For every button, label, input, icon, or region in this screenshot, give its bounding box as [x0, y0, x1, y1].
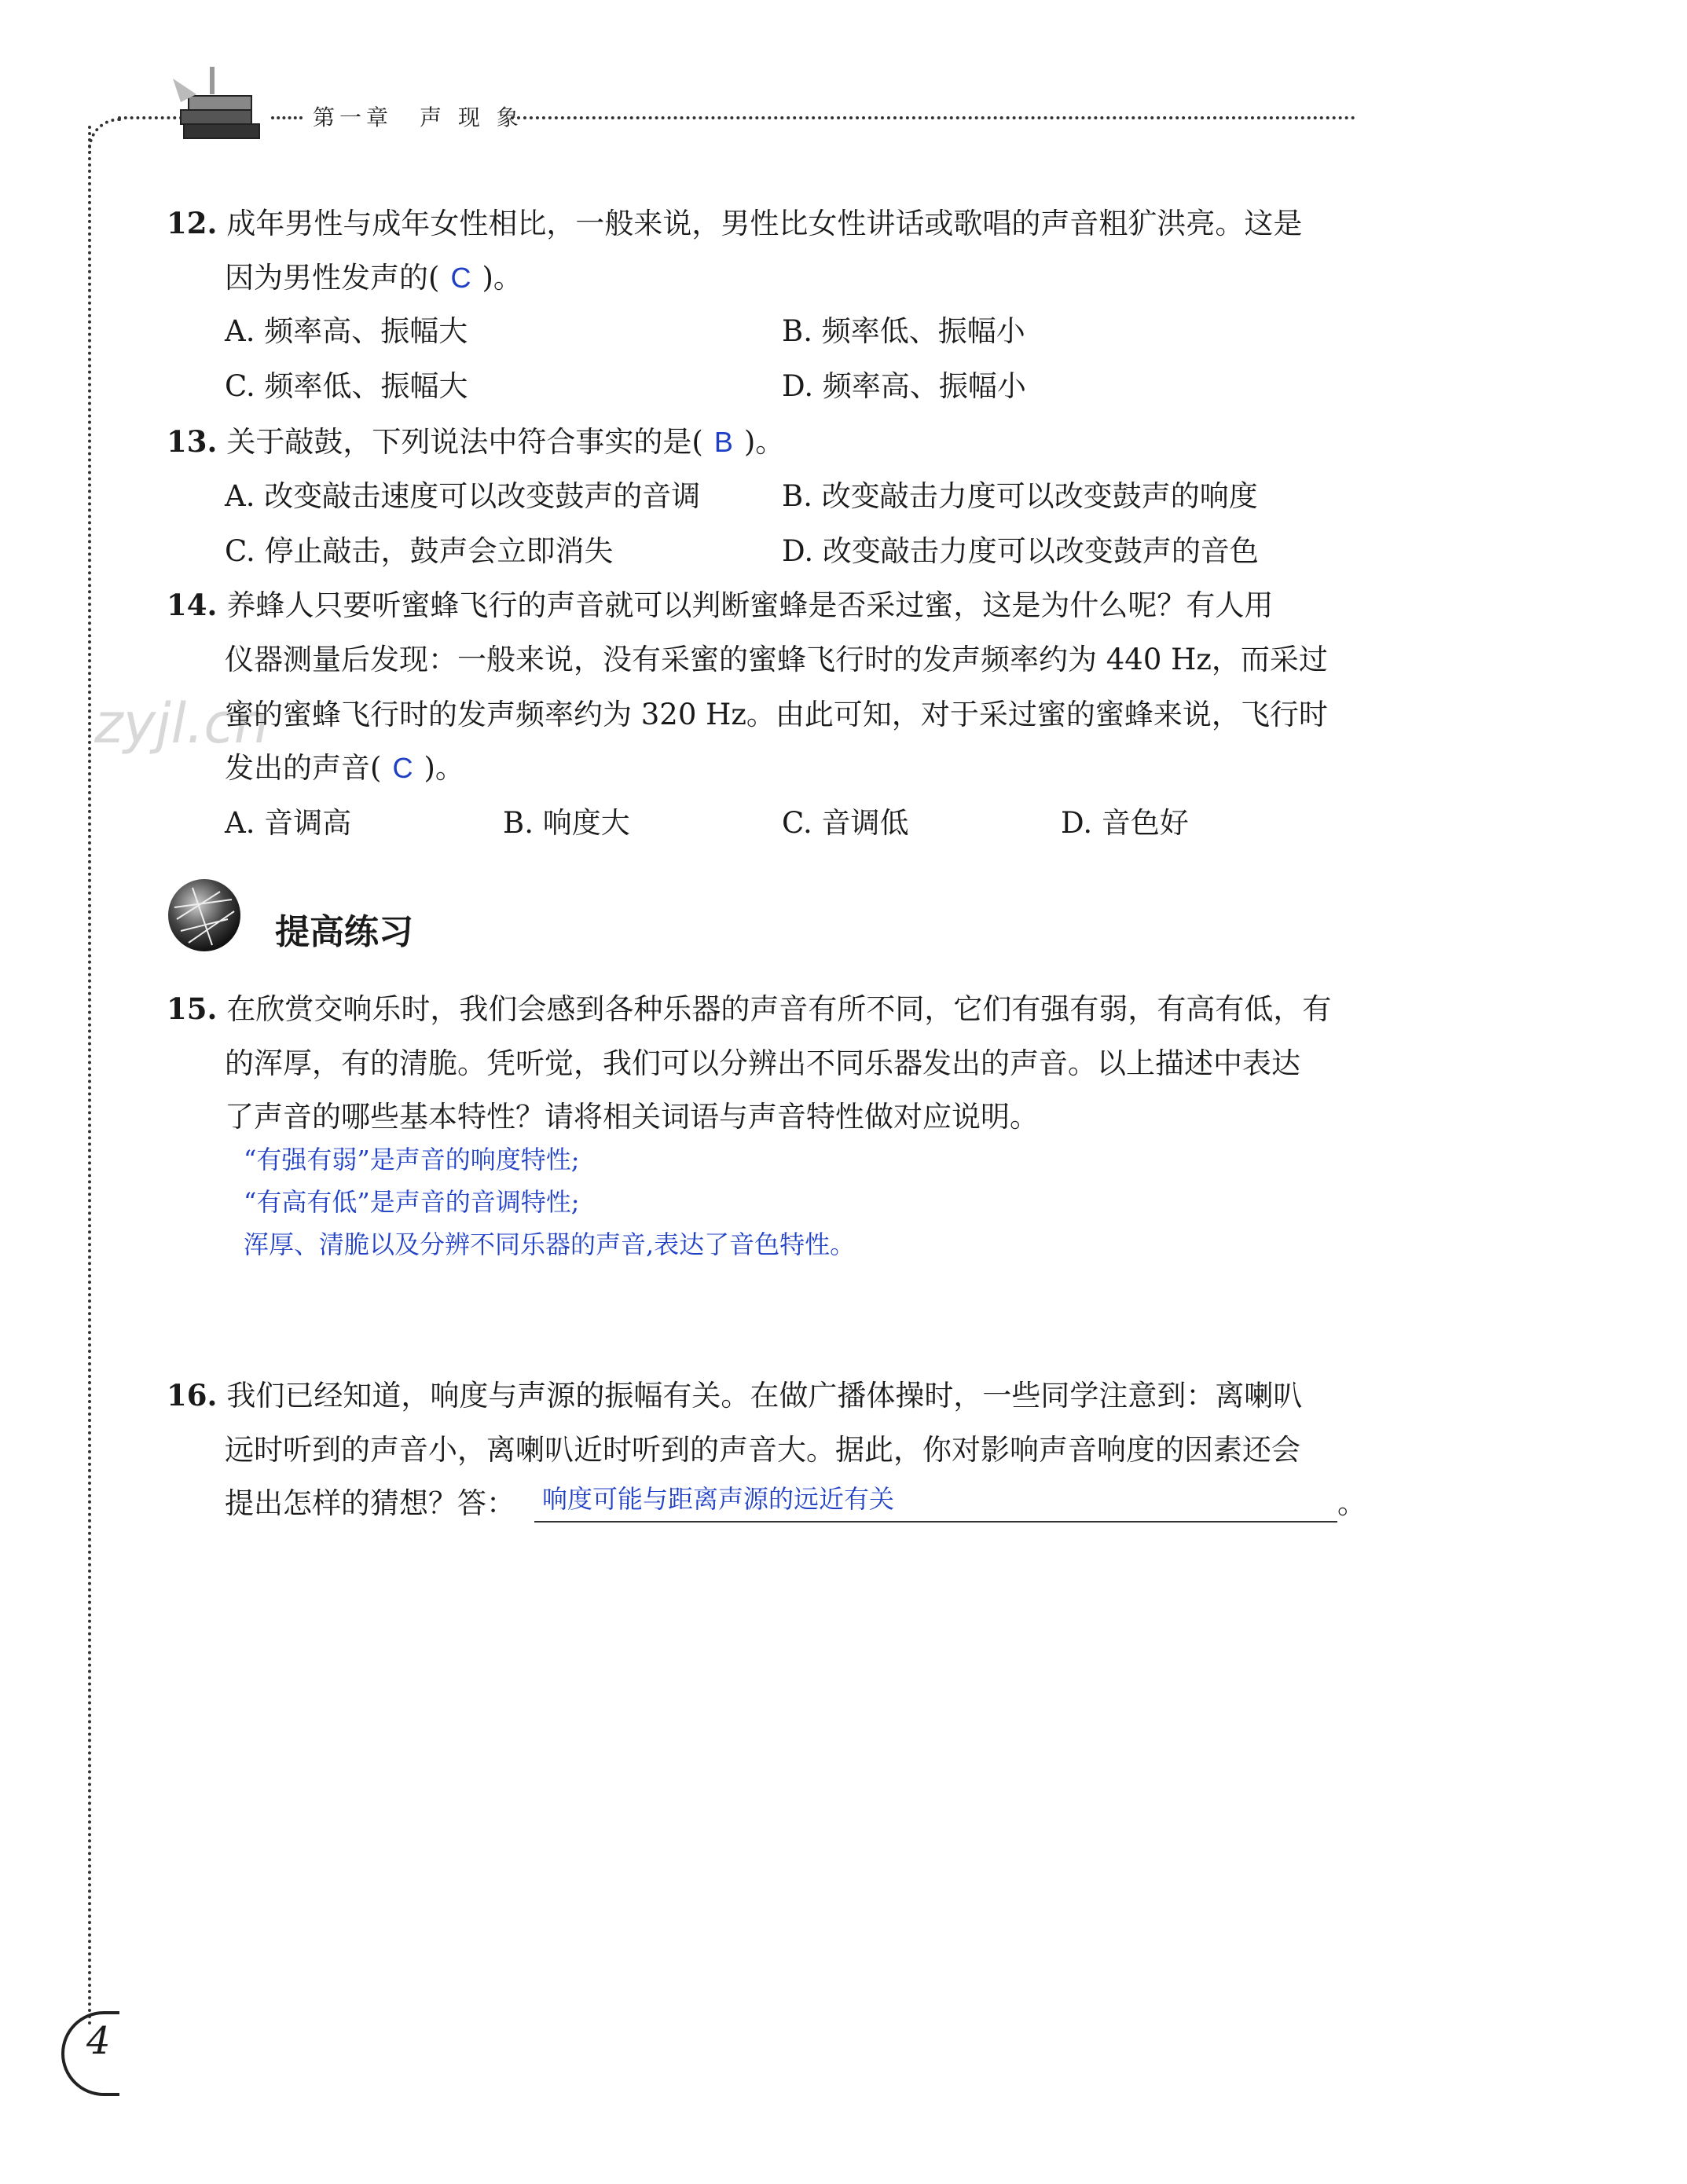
- q12-option-b: B. 频率低、振幅小: [782, 314, 1025, 348]
- q14-option-d: D. 音色好: [1061, 806, 1189, 840]
- page-number: 4: [86, 2019, 111, 2063]
- q14-option-a: A. 音调高: [225, 806, 352, 840]
- q13-answer: B: [713, 426, 733, 458]
- q16-period: 。: [1337, 1486, 1366, 1520]
- watermark: zyjl.cn: [94, 691, 270, 756]
- q15-line3: 了声音的哪些基本特性？请将相关词语与声音特性做对应说明。: [225, 1100, 1039, 1134]
- q14-line3: 蜜的蜜蜂飞行时的发声频率约为 320 Hz。由此可知，对于采过蜜的蜜蜂来说，飞行时: [225, 698, 1328, 731]
- q13-line1: 13. 关于敲鼓，下列说法中符合事实的是( B )。: [167, 424, 785, 459]
- q13-option-c: C. 停止敲击，鼓声会立即消失: [225, 534, 614, 568]
- q14-line2: 仪器测量后发现：一般来说，没有采蜜的蜜蜂飞行时的发声频率约为 440 Hz，而采过: [225, 643, 1328, 676]
- q14-line4: 发出的声音( C )。: [225, 751, 464, 785]
- q16-answer: 响度可能与距离声源的远近有关: [542, 1484, 895, 1514]
- q12-option-c: C. 频率低、振幅大: [225, 369, 468, 403]
- q16-answer-line: [534, 1521, 1337, 1523]
- q12-option-d: D. 频率高、振幅小: [782, 369, 1026, 403]
- q15-number: 15.: [167, 991, 218, 1026]
- q16-line3: 提出怎样的猜想？答：: [225, 1486, 515, 1520]
- q15-line1: 15. 在欣赏交响乐时，我们会感到各种乐器的声音有所不同，它们有强有弱，有高有低，有: [167, 991, 1332, 1026]
- left-dotted-border: [88, 126, 91, 2027]
- header-dotted-line-right: [511, 116, 1355, 119]
- books-icon: [165, 63, 267, 149]
- q14-option-b: B. 响度大: [503, 806, 630, 840]
- q14-answer: C: [392, 752, 413, 784]
- q15-line2: 的浑厚，有的清脆。凭听觉，我们可以分辨出不同乐器发出的声音。以上描述中表达: [225, 1046, 1300, 1080]
- q15-answer-1: “有强有弱”是声音的响度特性;: [244, 1145, 580, 1174]
- q15-answer-3: 浑厚、清脆以及分辨不同乐器的声音,表达了音色特性。: [244, 1229, 856, 1259]
- section-title: 提高练习: [275, 912, 413, 952]
- q14-number: 14.: [167, 588, 218, 622]
- header-dotted-line-mid: [271, 116, 303, 119]
- border-corner: [88, 118, 123, 152]
- globe-network-icon: [165, 876, 244, 955]
- q16-line2: 远时听到的声音小，离喇叭近时听到的声音大。据此，你对影响声音响度的因素还会: [225, 1433, 1300, 1467]
- q13-option-b: B. 改变敲击力度可以改变鼓声的响度: [782, 479, 1258, 513]
- q14-option-c: C. 音调低: [782, 806, 909, 840]
- q12-line1: 12. 成年男性与成年女性相比，一般来说，男性比女性讲话或歌唱的声音粗犷洪亮。这是: [167, 206, 1303, 240]
- q12-number: 12.: [167, 206, 218, 240]
- q14-line1: 14. 养蜂人只要听蜜蜂飞行的声音就可以判断蜜蜂是否采过蜜，这是为什么呢？有人用: [167, 588, 1274, 622]
- q15-answer-2: “有高有低”是声音的音调特性;: [244, 1187, 580, 1217]
- q13-option-d: D. 改变敲击力度可以改变鼓声的音色: [782, 534, 1259, 568]
- q16-line1: 16. 我们已经知道，响度与声源的振幅有关。在做广播体操时，一些同学注意到：离喇叭: [167, 1378, 1303, 1413]
- q16-number: 16.: [167, 1378, 218, 1413]
- q12-answer: C: [450, 262, 471, 294]
- q12-line2: 因为男性发声的( C )。: [225, 261, 523, 295]
- q13-option-a: A. 改变敲击速度可以改变鼓声的音调: [225, 479, 701, 513]
- q13-number: 13.: [167, 424, 218, 459]
- q12-option-a: A. 频率高、振幅大: [225, 314, 468, 348]
- chapter-title: 第一章 声 现 象: [313, 104, 523, 130]
